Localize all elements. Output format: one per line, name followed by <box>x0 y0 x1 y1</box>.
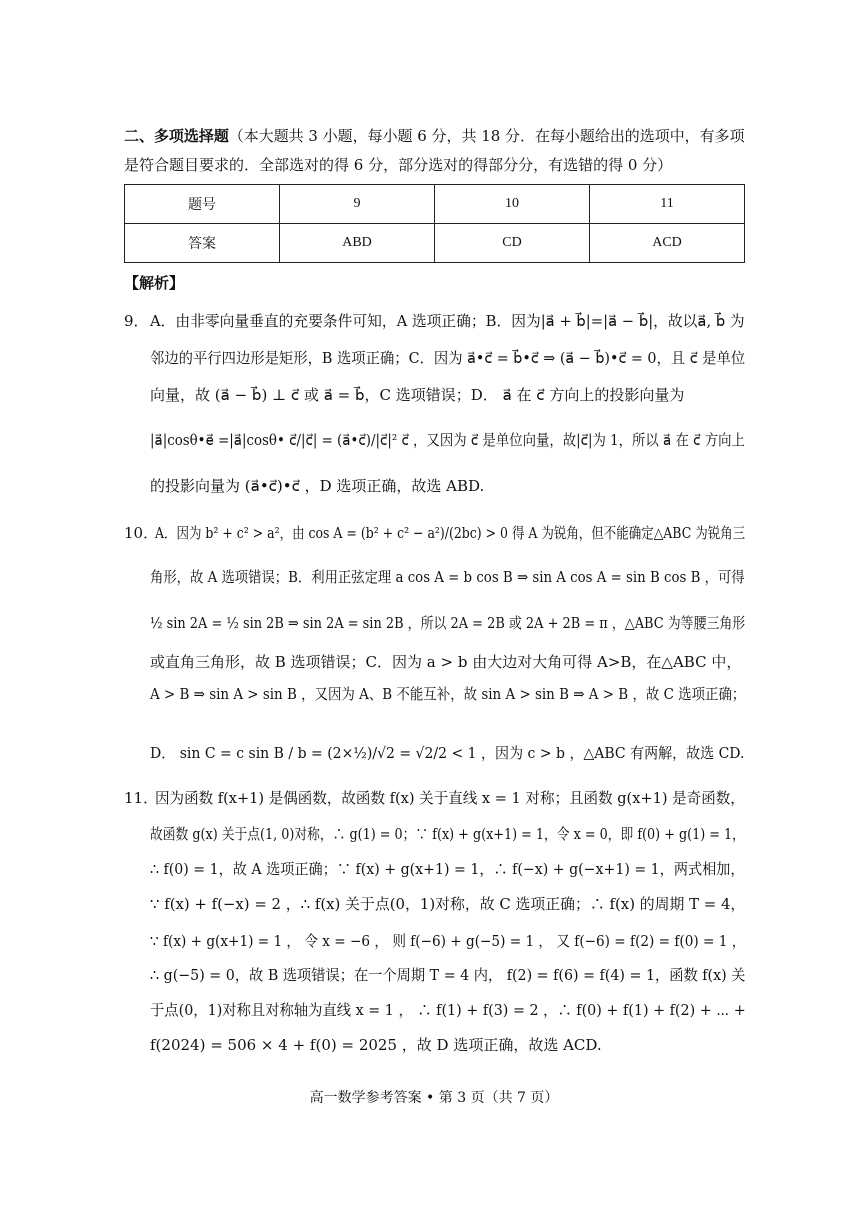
table-row-label: 答案 <box>125 224 280 263</box>
answer-table <box>124 184 745 263</box>
q10-line: 角形，故 A 选项错误；B．利用正弦定理 a cos A = b cos B ⇒ sin A cos A = sin B cos B ，可得 <box>150 568 745 586</box>
section-note-line2: 是符合题目要求的．全部选对的得 6 分，部分选对的得部分分，有选错的得 0 分） <box>124 156 673 174</box>
section-note-line1: （本大题共 3 小题，每小题 6 分，共 18 分．在每小题给出的选项中，有多项 <box>228 127 745 145</box>
answer-cell: ABD <box>280 224 435 263</box>
table-row <box>125 185 745 224</box>
table-row <box>125 224 745 263</box>
q10-number: 10． <box>124 524 159 542</box>
q9-line: 邻边的平行四边形是矩形，B 选项正确；C．因为 a⃗•c⃗ = b⃗•c⃗ ⇒ (a⃗ − b⃗)•c⃗ = 0，且 c⃗ 是单位 <box>150 349 746 367</box>
q10-line: 或直角三角形，故 B 选项错误；C．因为 a > b 由大边对大角可得 A>B，在△ABC 中， <box>150 653 742 671</box>
q10-line: D． sin C = c sin B / b = (2×½)/√2 = √2/2 < 1 ，因为 c > b ，△ABC 有两解，故选 CD. <box>150 744 745 762</box>
section-heading: 二、多项选择题 <box>124 127 229 145</box>
q10-line: A > B ⇒ sin A > sin B ，又因为 A、B 不能互补，故 sin A > sin B ⇒ A > B ，故 C 选项正确； <box>150 685 746 703</box>
q9-line: A．由非零向量垂直的充要条件可知，A 选项正确；B．因为|a⃗ + b⃗|=|a⃗ − b⃗|，故以a⃗, b⃗ 为 <box>150 312 745 330</box>
q11-line: ∵ f(x) + g(x+1) = 1 ， 令 x = −6 ， 则 f(−6) + g(−5) = 1 ， 又 f(−6) = f(2) = f(0) = 1 ， <box>150 932 746 950</box>
q9-number: 9． <box>124 312 149 330</box>
q11-line: 于点(0，1)对称且对称轴为直线 x = 1 ， ∴ f(1) + f(3) = 2 ，∴ f(0) + f(1) + f(2) + ⋯ + <box>150 1001 746 1019</box>
q11-line: 故函数 g(x) 关于点(1, 0)对称，∴ g(1) = 0；∵ f(x) + g(x+1) = 1，令 x = 0，即 f(0) + g(1) = 1， <box>150 825 745 843</box>
q11-line: ∵ f(x) + f(−x) = 2 ，∴ f(x) 关于点(0，1)对称，故 C 选项正确；∴ f(x) 的周期 T = 4， <box>150 895 746 913</box>
analysis-label: 【解析】 <box>124 274 185 292</box>
question-number-cell: 10 <box>435 185 590 224</box>
q9-line: |a⃗|cosθ•e⃗ =|a⃗|cosθ• c⃗/|c⃗| = (a⃗•c⃗)/|c⃗|² c⃗ ，又因为 c⃗ 是单位向量，故|c⃗|为 1，所以 a⃗ 在 c⃗ 方向上 <box>150 431 745 449</box>
q11-line: ∴ g(−5) = 0，故 B 选项错误；在一个周期 T = 4 内， f(2) = f(6) = f(4) = 1，函数 f(x) 关 <box>150 966 746 984</box>
answer-cell: CD <box>435 224 590 263</box>
answer-cell: ACD <box>590 224 745 263</box>
q11-line: 因为函数 f(x+1) 是偶函数，故函数 f(x) 关于直线 x = 1 对称；且函数 g(x+1) 是奇函数， <box>155 789 745 807</box>
q9-line: 向量，故 (a⃗ − b⃗) ⊥ c⃗ 或 a⃗ = b⃗，C 选项错误；D． a⃗ 在 c⃗ 方向上的投影向量为 <box>150 386 685 404</box>
question-number-cell: 9 <box>280 185 435 224</box>
q10-line: ½ sin 2A = ½ sin 2B ⇒ sin 2A = sin 2B ，所以 2A = 2B 或 2A + 2B = π ，△ABC 为等腰三角形 <box>150 614 746 632</box>
q9-line: 的投影向量为 (a⃗•c⃗)•c⃗ ，D 选项正确，故选 ABD. <box>150 477 485 495</box>
q10-line: A．因为 b² + c² > a²，由 cos A = (b² + c² − a²)/(2bc) > 0 得 A 为锐角，但不能确定△ABC 为锐角三 <box>155 524 746 542</box>
page-footer: 高一数学参考答案 • 第 3 页（共 7 页） <box>309 1090 559 1106</box>
q11-line: ∴ f(0) = 1，故 A 选项正确；∵ f(x) + g(x+1) = 1，∴ f(−x) + g(−x+1) = 1，两式相加， <box>150 860 745 878</box>
table-row-label: 题号 <box>125 185 280 224</box>
q11-line: f(2024) = 506 × 4 + f(0) = 2025 ，故 D 选项正确，故选 ACD. <box>150 1036 602 1054</box>
q11-number: 11． <box>124 789 159 807</box>
question-number-cell: 11 <box>590 185 745 224</box>
section-header-line1 <box>124 125 745 146</box>
